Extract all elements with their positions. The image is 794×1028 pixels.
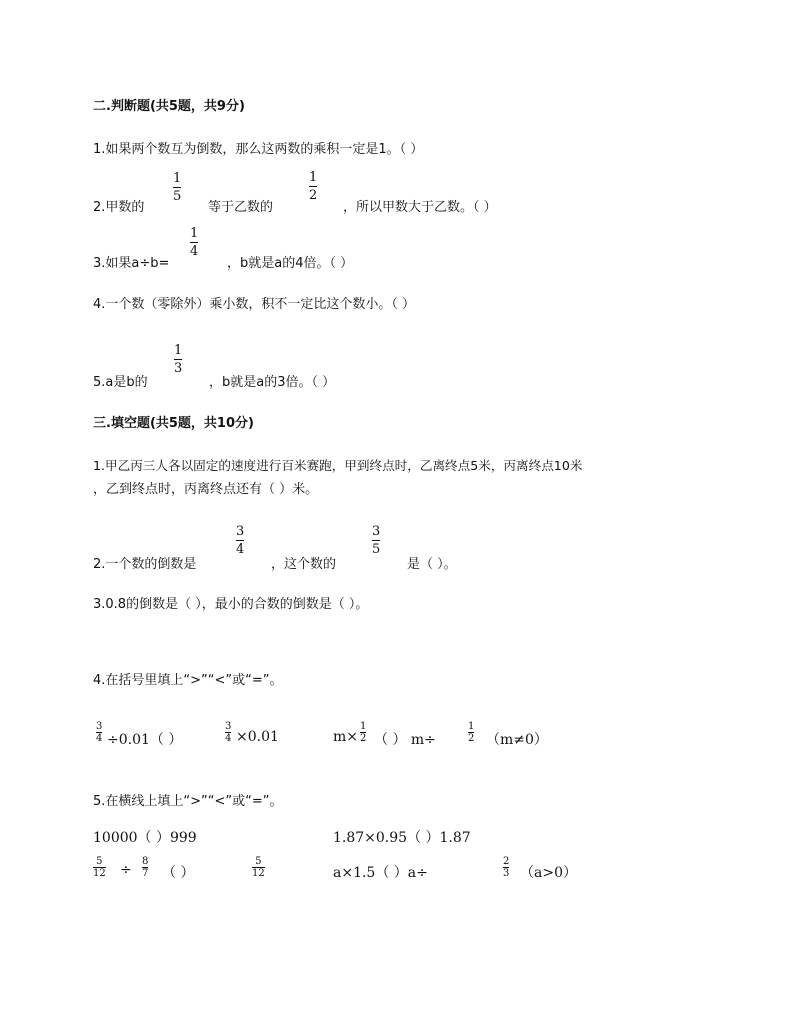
fraction-1-2-a: 1 2	[360, 721, 367, 744]
judge-question-1: 1.如果两个数互为倒数，那么这两数的乘积一定是1。（ ）	[93, 142, 424, 157]
expression-1-part-b: ×0.01	[236, 729, 279, 745]
fill-question-2-part-b: ，这个数的	[271, 557, 337, 572]
judge-question-4: 4.一个数（零除外）乘小数，积不一定比这个数小。（ ）	[93, 297, 416, 312]
judge-question-3-part-a: 3.如果a÷b=	[93, 256, 170, 271]
judge-question-5-part-b: ，b就是a的3倍。（ ）	[209, 375, 336, 390]
expression-2-part-b: （ ） m÷	[374, 732, 436, 748]
judge-question-2-part-c: ，所以甲数大于乙数。（ ）	[343, 200, 497, 215]
fraction-8-7: 8 7	[142, 856, 149, 879]
fraction-1-5: 1 5	[173, 171, 182, 204]
fill-question-4-prompt: 4.在括号里填上“>”“<”或“=”。	[93, 673, 283, 688]
fill-question-1-line-1: 1.甲乙丙三人各以固定的速度进行百米赛跑，甲到终点时，乙离终点5米，丙离终点10米	[93, 458, 583, 473]
fraction-3-4-b: 3 4	[225, 721, 232, 744]
expression-2-part-a: m×	[333, 729, 359, 745]
fill-question-3: 3.0.8的倒数是（ ），最小的合数的倒数是（ ）。	[93, 597, 369, 612]
fraction-5-12-b: 5 12	[252, 856, 265, 879]
fraction-3-4-a: 3 4	[96, 721, 103, 744]
expression-1-part-a: ÷0.01（ ）	[107, 732, 183, 748]
fill-question-5-prompt: 5.在横线上填上“>”“<”或“=”。	[93, 794, 283, 809]
fraction-1-4: 1 4	[190, 226, 199, 259]
fill-question-2-part-c: 是（ ）。	[407, 557, 457, 572]
fill-question-2-part-a: 2.一个数的倒数是	[93, 557, 197, 572]
fraction-1-2-b: 1 2	[468, 721, 475, 744]
fraction-3-5: 3 5	[372, 524, 381, 557]
judge-question-5-part-a: 5.a是b的	[93, 375, 148, 390]
judge-question-3-part-b: ，b就是a的4倍。（ ）	[227, 256, 354, 271]
fraction-3-4: 3 4	[236, 524, 245, 557]
compare-row-1-left: 10000（ ）999	[93, 830, 197, 846]
compare-row-2-divide: ÷	[120, 862, 132, 878]
fraction-2-3: 2 3	[503, 856, 510, 879]
section-2-heading: 二.判断题(共5题，共9分)	[93, 99, 245, 114]
fraction-1-3: 1 3	[174, 343, 183, 376]
compare-row-2-right-a: a×1.5（ ）a÷	[333, 865, 428, 881]
compare-row-1-right: 1.87×0.95（ ）1.87	[333, 830, 471, 846]
section-3-heading: 三.填空题(共5题，共10分)	[93, 416, 254, 431]
compare-row-2-right-b: （a>0）	[520, 865, 577, 881]
judge-question-2-part-a: 2.甲数的	[93, 200, 145, 215]
fraction-5-12-a: 5 12	[93, 856, 106, 879]
judge-question-2-part-b: 等于乙数的	[208, 200, 274, 215]
expression-2-part-c: （m≠0）	[486, 732, 548, 748]
fraction-1-2: 1 2	[309, 170, 318, 203]
fill-question-1-line-2: ，乙到终点时，丙离终点还有（ ）米。	[93, 482, 319, 497]
compare-row-2-blank: （ ）	[162, 865, 195, 881]
